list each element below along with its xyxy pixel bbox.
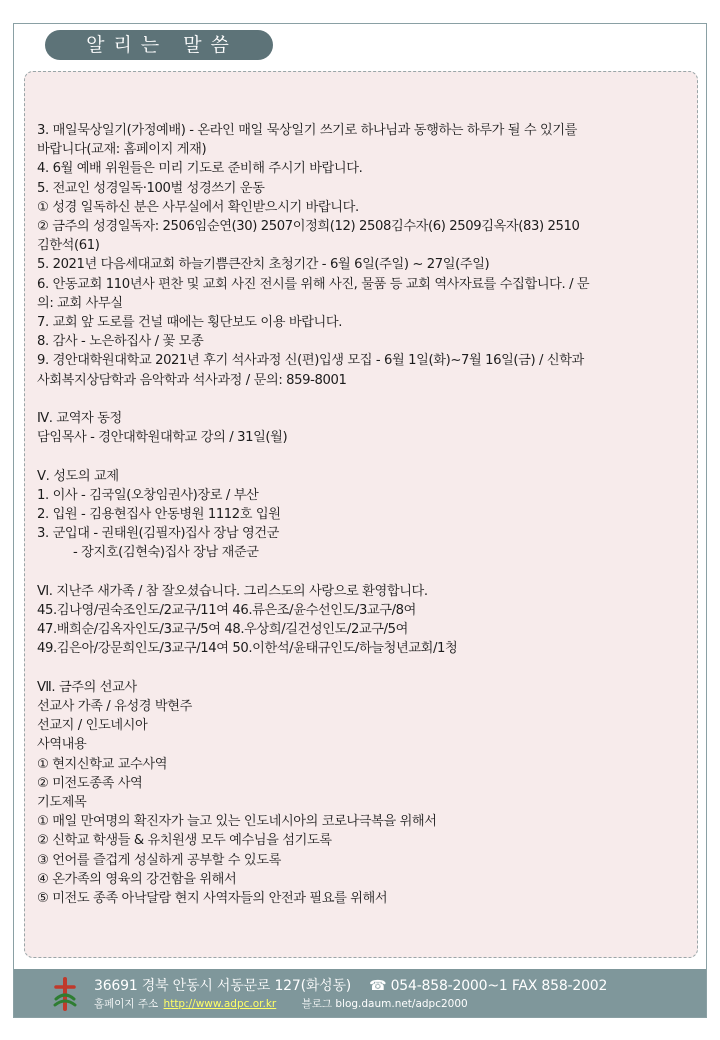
announcement-line: 49.김은아/강문희인도/3교구/14여 50.이한석/윤태규인도/하늘청년교회/1청 [37, 641, 458, 657]
blank-line [37, 447, 687, 466]
announcement-line: 담임목사 - 경안대학원대학교 강의 / 31일(월) [37, 430, 288, 446]
announcement-line: 3. 매일묵상일기(가정예배) - 온라인 매일 묵상일기 쓰기로 하나님과 동행하는 하루가 될 수 있기를 [37, 123, 578, 138]
announcement-line: 8. 감사 - 노은하집사 / 꽃 모종 [37, 334, 204, 350]
announcement-line: ② 미전도종족 사역 [37, 775, 143, 791]
announcement-line: ② 신학교 학생들 & 유치원생 모두 예수님을 섬기도록 [37, 833, 332, 849]
announcement-line: ① 현지신학교 교수사역 [37, 756, 168, 772]
announcement-line: Ⅳ. 교역자 동정 [37, 411, 122, 427]
announcement-line: 45.김나영/권숙조인도/2교구/11여 46.류은조/윤수선인도/3교구/8여 [37, 603, 417, 619]
blank-line [37, 659, 687, 678]
announcement-line: 1. 이사 - 김국일(오창임권사)장로 / 부산 [37, 487, 259, 503]
footer-contact [94, 975, 607, 995]
announcement-line: 5. 전교인 성경일독·100벌 성경쓰기 운동 [37, 180, 265, 196]
announcement-line: 사역내용 [37, 737, 87, 753]
announcement-line: 9. 경안대학원대학교 2021년 후기 석사과정 신(편)입생 모집 - 6월 1일(화)~7월 16일(금) / 신학과 [37, 353, 584, 369]
announcement-line: 7. 교회 앞 도로를 건널 때에는 횡단보도 이용 바랍니다. [37, 315, 343, 331]
announcement-line: 선교지 / 인도네시아 [37, 718, 148, 734]
blank-line [37, 390, 687, 409]
announcement-line: 김한석(61) [37, 238, 100, 254]
announcement-line: Ⅴ. 성도의 교제 [37, 468, 119, 484]
announcement-line: 2. 입원 - 김용현집사 안동병원 1112호 입원 [37, 507, 281, 523]
announcement-line: Ⅵ. 지난주 새가족 / 참 잘오셨습니다. 그리스도의 사랑으로 환영합니다. [37, 583, 428, 599]
blog-address: 블로그 blog.daum.net/adpc2000 [301, 998, 468, 1010]
homepage-link[interactable]: http://www.adpc.or.kr [163, 998, 277, 1010]
announcement-line: ③ 언어를 즐겁게 성실하게 공부할 수 있도록 [37, 852, 281, 868]
announcement-content [37, 121, 687, 908]
announcement-line: Ⅶ. 금주의 선교사 [37, 679, 137, 695]
announcement-line: ⑤ 미전도 종족 아낙달람 현지 사역자들의 안전과 필요를 위해서 [37, 891, 388, 907]
announcement-line: 바랍니다(교재: 홈페이지 게재) [37, 142, 207, 158]
footer [14, 969, 706, 1017]
blank-line [37, 563, 687, 582]
church-cross-icon [52, 977, 78, 1011]
announcement-line: 선교사 가족 / 유성경 박현주 [37, 699, 192, 715]
announcement-line: 의: 교회 사무실 [37, 295, 123, 311]
announcement-line: ① 성경 일독하신 분은 사무실에서 확인받으시기 바랍니다. [37, 199, 359, 215]
footer-address: 36691 경북 안동시 서동문로 127(화성동) [94, 978, 352, 994]
announcement-line: 기도제목 [37, 795, 87, 811]
homepage-label: 홈페이지 주소 [94, 998, 159, 1010]
announcement-line: ① 매일 만여명의 확진자가 늘고 있는 인도네시아의 코로나극복을 위해서 [37, 814, 437, 830]
footer-links [94, 996, 468, 1011]
announcement-line: 6. 안동교회 110년사 편찬 및 교회 사진 전시를 위해 사진, 물품 등 교회 역사자료를 수집합니다. / 문 [37, 276, 590, 292]
page-title: 알리는 말씀 [45, 30, 273, 60]
announcement-line: 4. 6월 예배 위원들은 미리 기도로 준비해 주시기 바랍니다. [37, 161, 363, 177]
announcement-line: 5. 2021년 다음세대교회 하늘기쁨큰잔치 초청기간 - 6월 6일(주일) ~ 27일(주일) [37, 257, 490, 273]
announcement-line: 3. 군입대 - 권태원(김필자)집사 장남 영건군 [37, 526, 280, 542]
announcement-line: - 장지호(김현숙)집사 장남 재준군 [73, 545, 259, 561]
announcement-line: ④ 온가족의 영육의 강건함을 위해서 [37, 871, 237, 887]
footer-phone: ☎ 054-858-2000~1 FAX 858-2002 [369, 978, 608, 994]
announcement-line: 사회복지상담학과 음악학과 석사과정 / 문의: 859-8001 [37, 372, 347, 388]
announcement-line: 47.배희순/김옥자인도/3교구/5여 48.우상희/길건성인도/2교구/5여 [37, 622, 409, 638]
announcement-line: ② 금주의 성경일독자: 2506임순연(30) 2507이정희(12) 2508김수자(6) 2509김옥자(83) 2510 [37, 219, 580, 235]
